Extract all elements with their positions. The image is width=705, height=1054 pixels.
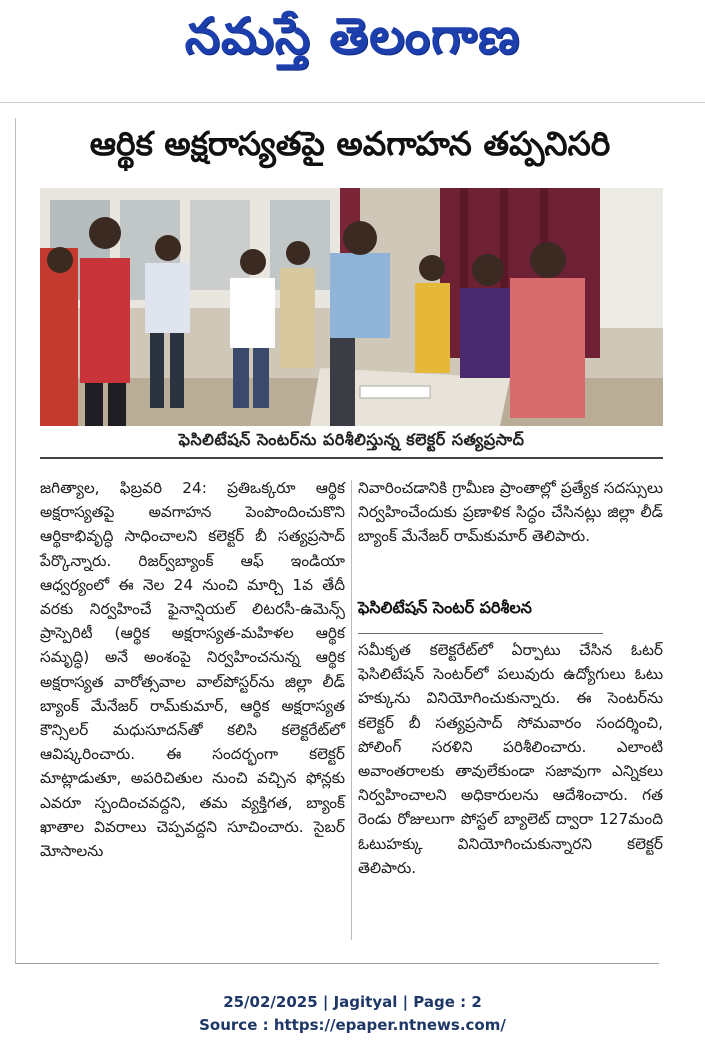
article-subheading: ఫెసిలిటేషన్ సెంటర్ పరిశీలన xyxy=(358,598,532,617)
article-headline: ఆర్థిక అక్షరాస్యతపై అవగాహన తప్పనిసరి xyxy=(89,124,611,163)
masthead xyxy=(0,0,705,100)
article-column-right-top: నివారించడానికి గ్రామీణ ప్రాంతాల్లో ప్రత్యేక సదస్సులు నిర్వహించేందుకు ప్రణాళిక సిద్ధం చేసినట్లు జిల్లా లీడ్ బ్యాంక్ మేనేజర్ రామ్‌కుమార్ తెలిపారు. xyxy=(358,479,663,546)
article-column-left: జగిత్యాల, ఫిబ్రవరి 24: ప్రతిఒక్కరూ ఆర్థిక అక్షరాస్యతపై అవగాహన పెంపొందించుకొని ఆర్థికాభివృద్ధి సాధించాలని కలెక్టర్ బీ సత్యప్రసాద్ పేర్కొన్నారు. రిజర్వ్‌బ్యాంక్ ఆఫ్ ఇండియా ఆధ్వర్యంలో ఈ నెల 24 నుంచి మార్చి 1వ తేదీ వరకు నిర్వహించే ఫైనాన్షియల్ లిటరసీ-ఉమెన్స్ ప్రాస్పెరిటీ (ఆర్థిక అక్షరాస్యత-మహిళల ఆర్థిక సమృద్ధి) అనే అంశంపై నిర్వహించనున్న ఆర్థిక అక్షరాస్యత వారోత్సవాల వాల్‌పోస్టర్‌ను జిల్లా లీడ్ బ్యాంక్ మేనేజర్ రామ్‌కుమార్, ఆర్థిక అక్షరాస్యత కౌన్సిలర్ మధుసూదన్‌తో కలిసి కలెక్టరేట్‌లో ఆవిష్కరించారు. ఈ సందర్భంగా కలెక్టర్ మాట్లాడుతూ, అపరిచితుల నుంచి వచ్చిన ఫోన్లకు ఎవరూ స్పందించవద్దని, తమ వ్యక్తిగత, బ్యాంక్ ఖాతాల వివరాలు చెప్పవద్దని సూచించారు. సైబర్ మోసాలను xyxy=(40,479,345,861)
caption-bar xyxy=(40,430,663,458)
photo-scene-graphic xyxy=(40,188,663,426)
source-url: Source : https://epaper.ntnews.com/ xyxy=(199,1016,506,1034)
article-column-right-bottom: సమీకృత కలెక్టరేట్‌లో ఏర్పాటు చేసిన ఓటర్ ఫెసిలిటేషన్ సెంటర్‌లో పలువురు ఉద్యోగులు ఓటు హక్కును వినియోగించుకున్నారు. ఈ సెంటర్‌ను కలెక్టర్ బీ సత్యప్రసాద్ సోమవారం సందర్శించి, పోలింగ్ సరళిని పరిశీలించారు. ఎలాంటి అవాంతరాలకు తావులేకుండా సజావుగా ఎన్నికలు నిర్వహించాలని అధికారులను ఆదేశించారు. గత రెండు రోజులుగా పోస్టల్ బ్యాలెట్ ద్వారా 127మంది ఓటుహక్కు వినియోగించుకున్నారని కలెక్టర్ తెలిపారు. xyxy=(358,641,663,877)
photo-caption: ఫెసిలిటేషన్ సెంటర్‌ను పరిశీలిస్తున్న కలెక్టర్ సత్యప్రసాద్ xyxy=(178,430,525,449)
article-photo xyxy=(40,188,663,426)
masthead-divider xyxy=(0,102,705,103)
edition-info: 25/02/2025 | Jagityal | Page : 2 xyxy=(223,993,482,1011)
column-divider xyxy=(351,480,352,940)
caption-underline xyxy=(40,457,663,459)
newspaper-logo: నమస్తే తెలంగాణ xyxy=(184,6,521,65)
subheading-underline xyxy=(358,633,603,634)
